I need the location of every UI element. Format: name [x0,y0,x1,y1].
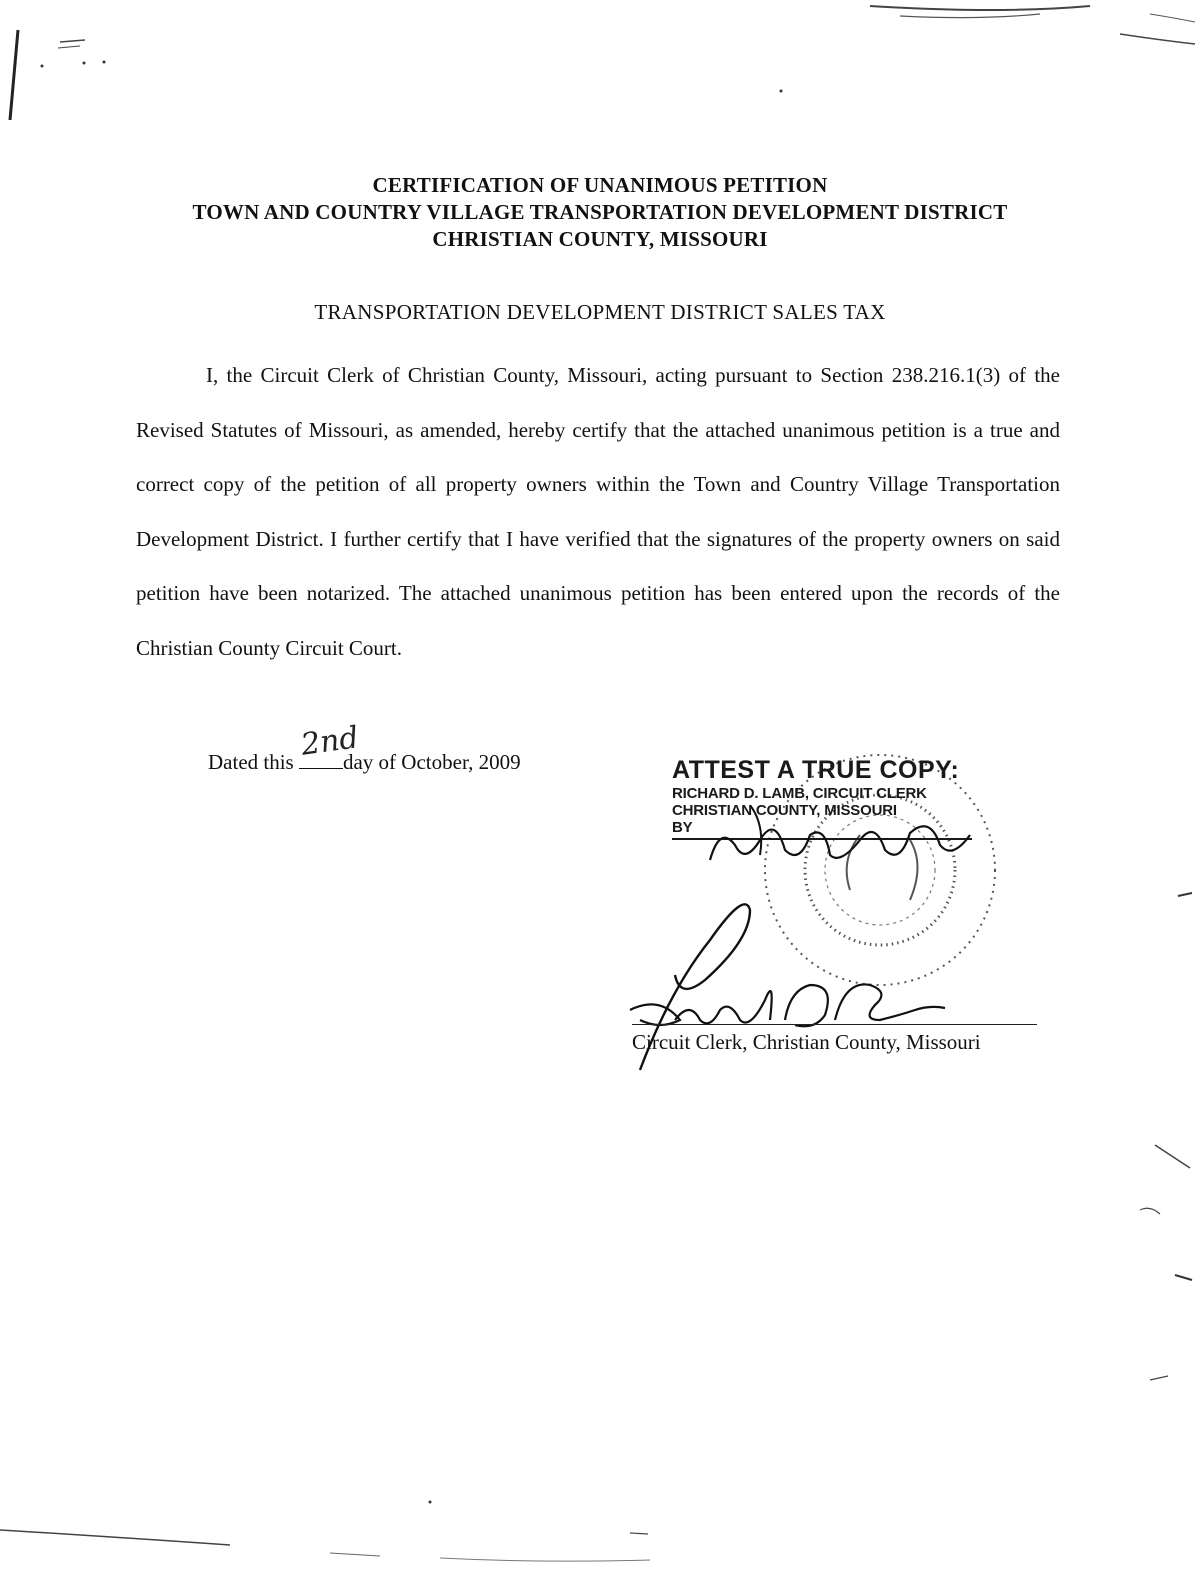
attest-title: ATTEST A TRUE COPY: [672,756,960,784]
signature-caption: Circuit Clerk, Christian County, Missouri [632,1030,981,1054]
dated-suffix: day of October, 2009 [342,750,521,774]
stamp-signature [690,805,990,875]
dated-day-blank [298,720,361,769]
heading-line-3: CHRISTIAN COUNTY, MISSOURI [432,227,768,251]
attest-by: BY [672,819,972,840]
dated-line [208,720,521,775]
document-subheading: TRANSPORTATION DEVELOPMENT DISTRICT SALES TAX [314,300,886,324]
certification-paragraph: I, the Circuit Clerk of Christian County, Missouri, acting pursuant to Section 238.216.1(3) of the Revised Statutes of Missouri, as amended, hereby certify that the attached unanimous petition is a true and correct copy of the petition of all property owners within the Town and Country Village Transportation Development District. I further certify that I have verified that the signatures of the property owners on said petition have been notarized. The attached unanimous petition has been entered upon the records of the Christian County Circuit Court. [136,363,1060,660]
dated-day-handwritten: 2nd [298,720,361,763]
attest-clerk-name: RICHARD D. LAMB, CIRCUIT CLERK [672,785,927,802]
heading-line-1: CERTIFICATION OF UNANIMOUS PETITION [372,173,828,197]
signature-line [632,1024,1037,1025]
heading-line-2: TOWN AND COUNTRY VILLAGE TRANSPORTATION DEVELOPMENT DISTRICT [192,200,1008,224]
dated-prefix: Dated this [208,750,294,774]
attest-county: CHRISTIAN COUNTY, MISSOURI [672,802,897,819]
document-heading [100,172,1100,253]
